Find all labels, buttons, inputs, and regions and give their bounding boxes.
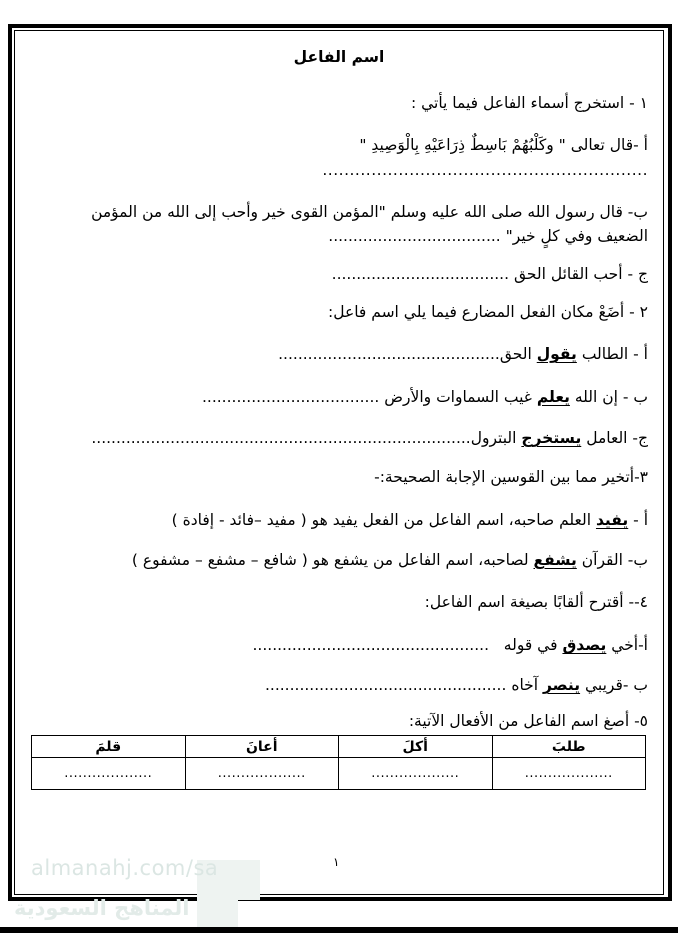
verbs-table-answer-row xyxy=(32,758,646,790)
q2-item-b-verb: يعلم xyxy=(536,388,570,406)
q2-item-c-blank[interactable]: ............................................................................. xyxy=(91,429,471,447)
watermark-url: almanahj.com/sa xyxy=(31,856,219,880)
q3-item-b-verb: يشفع xyxy=(533,551,577,569)
q4-item-a-prefix: أ-أخي xyxy=(611,636,648,654)
q2-item-b-suffix: غيب السماوات والأرض xyxy=(384,388,532,406)
q4-item-b-blank[interactable]: ................................................. xyxy=(264,676,507,694)
q3-item-a-prefix: أ - xyxy=(633,511,648,529)
bottom-black-bar xyxy=(0,927,678,933)
q3-item-a-verb: يفيد xyxy=(595,511,629,529)
q1-item-c-blank[interactable]: .................................... xyxy=(331,265,510,283)
q4-item-a-blank[interactable]: ................................................ xyxy=(252,636,489,654)
answer-blank-cell[interactable]: ................... xyxy=(339,758,493,790)
watermark-arabic: المناهج السعودية xyxy=(14,896,190,920)
answer-blank-cell[interactable]: ................... xyxy=(32,758,186,790)
q3-item-b-prefix: ب- القرآن xyxy=(581,551,648,569)
q3-item-b-suffix: لصاحبه، اسم الفاعل من يشفع هو ( شافع – مشفع – مشفوع ) xyxy=(131,551,529,569)
q1-item-b xyxy=(72,200,648,248)
q3-item-b xyxy=(132,550,648,570)
verb-cell: قلمَ xyxy=(32,736,186,758)
q4-heading: ٤-- أقترح ألقابًا بصيغة اسم الفاعل: xyxy=(424,593,648,611)
q4-item-b xyxy=(265,675,648,695)
q4-item-a-suffix: في قوله xyxy=(503,636,558,654)
q1-item-b-blank[interactable]: ................................... xyxy=(328,227,501,245)
q1-item-c xyxy=(332,264,648,284)
q2-item-c xyxy=(91,428,648,448)
watermark-cross-shape xyxy=(218,860,260,900)
q1-heading: ١ - استخرج أسماء الفاعل فيما يأتي : xyxy=(410,94,648,112)
q2-item-a-verb: يقول xyxy=(536,345,577,363)
verbs-table xyxy=(31,735,646,790)
q4-item-b-prefix: ب -قريبي xyxy=(585,676,648,694)
q4-item-b-suffix: آخاه xyxy=(511,676,539,694)
answer-blank-cell[interactable]: ................... xyxy=(492,758,646,790)
q2-item-a-blank[interactable]: ............................................. xyxy=(278,345,500,363)
q2-heading: ٢ - أضَعْ مكان الفعل المضارع فيما يلي اسم فاعل: xyxy=(327,303,648,321)
q2-item-a-prefix: أ - الطالب xyxy=(581,345,648,363)
q4-item-b-verb: ينصر xyxy=(543,676,581,694)
q2-item-b-prefix: ب - إن الله xyxy=(574,388,648,406)
q3-item-a xyxy=(172,510,648,530)
verbs-table-header-row xyxy=(32,736,646,758)
q2-item-c-prefix: ج- العامل xyxy=(586,429,648,447)
q2-item-c-verb: يستخرج xyxy=(521,429,582,447)
q2-item-b-blank[interactable]: .................................... xyxy=(201,388,380,406)
q1-item-b-text: ب- قال رسول الله صلى الله عليه وسلم "المؤمن القوى خير وأحب إلى الله من المؤمن الضعيف وفي كلٍ خير" xyxy=(91,203,648,245)
q1-item-c-text: ج - أحب القائل الحق xyxy=(513,265,648,283)
q2-item-a xyxy=(278,344,648,364)
page-title: اسم الفاعل xyxy=(293,48,385,66)
q1-item-a-blank[interactable]: ............................................................ xyxy=(322,161,648,179)
q3-item-a-suffix: العلم صاحبه، اسم الفاعل من الفعل يفيد هو ( مفيد –فائد - إفادة ) xyxy=(171,511,592,529)
page-number: ١ xyxy=(333,855,340,869)
q5-heading: ٥- أصغ اسم الفاعل من الأفعال الآتية: xyxy=(408,712,648,730)
verb-cell: أعانَ xyxy=(185,736,339,758)
q3-heading: ٣-أتخير مما بين القوسين الإجابة الصحيحة:- xyxy=(374,468,648,486)
verb-cell: طلبَ xyxy=(492,736,646,758)
answer-blank-cell[interactable]: ................... xyxy=(185,758,339,790)
q2-item-a-suffix: الحق xyxy=(499,345,532,363)
q2-item-c-suffix: البترول xyxy=(470,429,517,447)
verb-cell: أكلَ xyxy=(339,736,493,758)
q4-item-a-verb: يصدق xyxy=(562,636,607,654)
q4-item-a xyxy=(253,635,649,655)
q1-item-a: أ -قال تعالى " وكَلْبُهُمْ بَاسِطٌ ذِرَاعَيْهِ بِالْوَصِيدِ " xyxy=(359,136,648,154)
q2-item-b xyxy=(202,387,648,407)
